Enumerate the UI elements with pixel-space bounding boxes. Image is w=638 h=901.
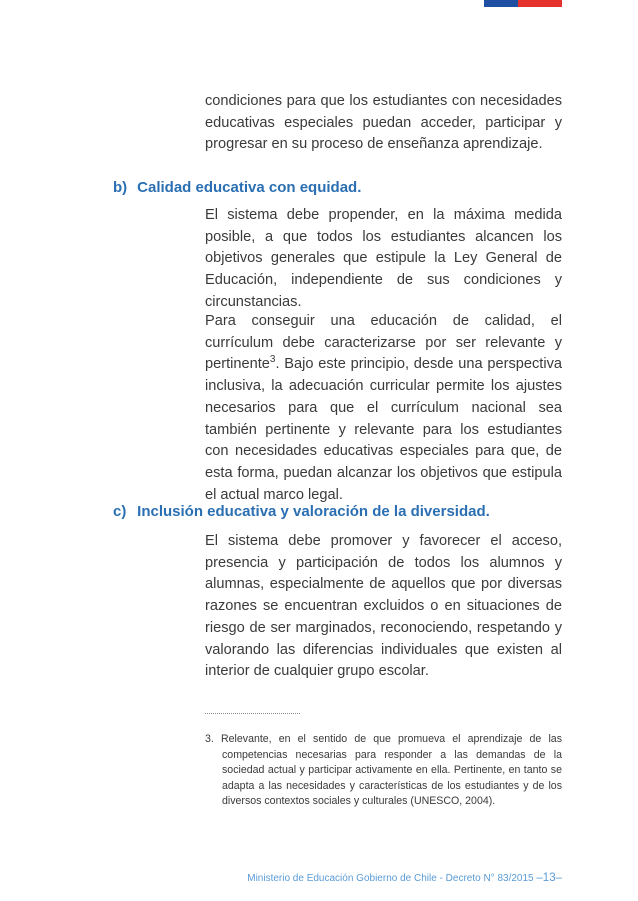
page-number: –13– (536, 872, 562, 884)
section-b-paragraph-2-start: Para conseguir una educación de calidad, el currículum debe caracterizarse por ser relevante y pertinente (205, 313, 562, 373)
section-c-heading (113, 502, 490, 522)
section-b-paragraph-2 (205, 311, 562, 506)
footnote-text: Relevante, en el sentido de que promueva el aprendizaje de las competencias necesarias para responder a las demandas de la sociedad actual y participar activamente en ella. Pertinente, en tanto se adapta a las necesidades y características de los estudiantes y de los diversos contextos sociales y culturales (UNESCO, 2004). (220, 733, 562, 807)
footnote-number: 3. (205, 733, 214, 745)
section-b-paragraph-2-end: . Bajo este principio, desde una perspectiva inclusiva, la adecuación curricular permite los ajustes necesarios para que el currículum nacional sea también pertinente y relevante para los estudiantes con necesidades educativas especiales para que, de esta forma, puedan alcanzar los objetivos que estipula el actual marco legal. (205, 356, 562, 503)
section-c-title: Inclusión educativa y valoración de la diversidad. (137, 503, 490, 520)
section-b-paragraph-1: El sistema debe propender, en la máxima medida posible, a que todos los estudiantes alcancen los objetivos generales que estipule la Ley General de Educación, independiente de sus condiciones y circunstancias. (205, 207, 562, 310)
chile-flag-stripe (484, 0, 562, 7)
section-c-paragraph: El sistema debe promover y favorecer el acceso, presencia y participación de todos los alumnos y alumnas, especialmente de aquellos que por diversas razones se encuentran excluidos o en situaciones de riesgo de ser marginados, reconociendo, respetando y valorando las diferencias individuales que existen al interior de cualquier grupo escolar. (205, 533, 562, 680)
section-c-letter: c) (113, 503, 127, 520)
footnote (205, 732, 562, 810)
section-b-heading (113, 178, 361, 198)
page-footer (247, 872, 562, 884)
footer-text: Ministerio de Educación Gobierno de Chile - Decreto N° 83/2015 (247, 873, 534, 884)
flag-red-segment (518, 0, 562, 7)
footnote-separator (205, 713, 300, 714)
section-b-letter: b) (113, 179, 128, 196)
intro-paragraph: condiciones para que los estudiantes con necesidades educativas especiales puedan acceder, participar y progresar en su proceso de enseñanza aprendizaje. (205, 93, 562, 153)
section-b-title: Calidad educativa con equidad. (137, 179, 362, 196)
footnote-reference: 3 (269, 354, 276, 366)
flag-blue-segment (484, 0, 518, 7)
